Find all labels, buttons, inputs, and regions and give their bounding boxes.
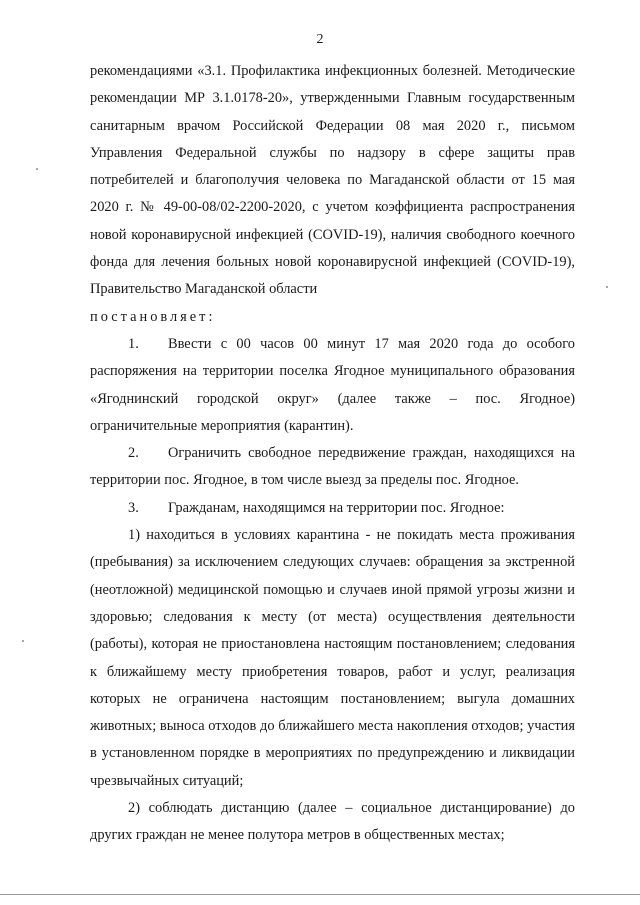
scan-speck [22,640,24,642]
item-2-text: Ограничить свободное передвижение граждан, находящихся на территории пос. Ягодное, в том числе выезд за пределы пос. Ягодное. [90,445,575,489]
item-2 [90,440,575,495]
page-number: 2 [316,32,324,47]
decree-word: постановляет: [90,308,216,325]
item-3 [90,495,575,522]
item-3-number: 3. [128,499,139,516]
item-3-text: Гражданам, находящимся на территории пос. Ягодное: [168,499,505,516]
document-body [90,58,575,850]
item-1-text: Ввести с 00 часов 00 минут 17 мая 2020 года до особого распоряжения на территории поселка Ягодное муниципального образования «Ягоднинский городской округ» (далее также – пос. Ягодное) ограничительные мероприятия (карантин). [90,335,575,434]
item-2-number: 2. [128,445,139,462]
page-bottom-edge [0,894,640,895]
scan-speck [36,168,38,170]
scan-speck [606,286,608,288]
subitem-2: 2) соблюдать дистанцию (далее – социальное дистанцирование) до других граждан не менее полутора метров в общественных местах; [90,800,575,844]
item-1 [90,331,575,440]
item-1-number: 1. [128,335,139,352]
intro-paragraph: рекомендациями «3.1. Профилактика инфекционных болезней. Методические рекомендации МР 3.1.0178-20», утвержденными Главным государственным санитарным врачом Российской Федерации 08 мая 2020 г., письмом Управления Федеральной службы по надзору в сфере защиты прав потребителей и благополучия человека по Магаданской области от 15 мая 2020 г. № 49-00-08/02-2200-2020, с учетом коэффициента распространения новой коронавирусной инфекцией (COVID-19), наличия свободного коечного фонда для лечения больных новой коронавирусной инфекцией (COVID-19), Правительство Магаданской области [90,63,575,298]
subitem-1: 1) находиться в условиях карантина - не покидать места проживания (пребывания) за исключением следующих случаев: обращения за экстренной (неотложной) медицинской помощью и случаев иной прямой угрозы жизни и здоровью; следования к месту (от места) осуществления деятельности (работы), которая не приостановлена настоящим постановлением; следования к ближайшему месту приобретения товаров, работ и услуг, реализация которых не ограничена настоящим постановлением; выгула домашних животных; выноса отходов до ближайшего места накопления отходов; участия в установленном порядке в мероприятиях по предупреждению и ликвидации чрезвычайных ситуаций; [90,527,575,789]
